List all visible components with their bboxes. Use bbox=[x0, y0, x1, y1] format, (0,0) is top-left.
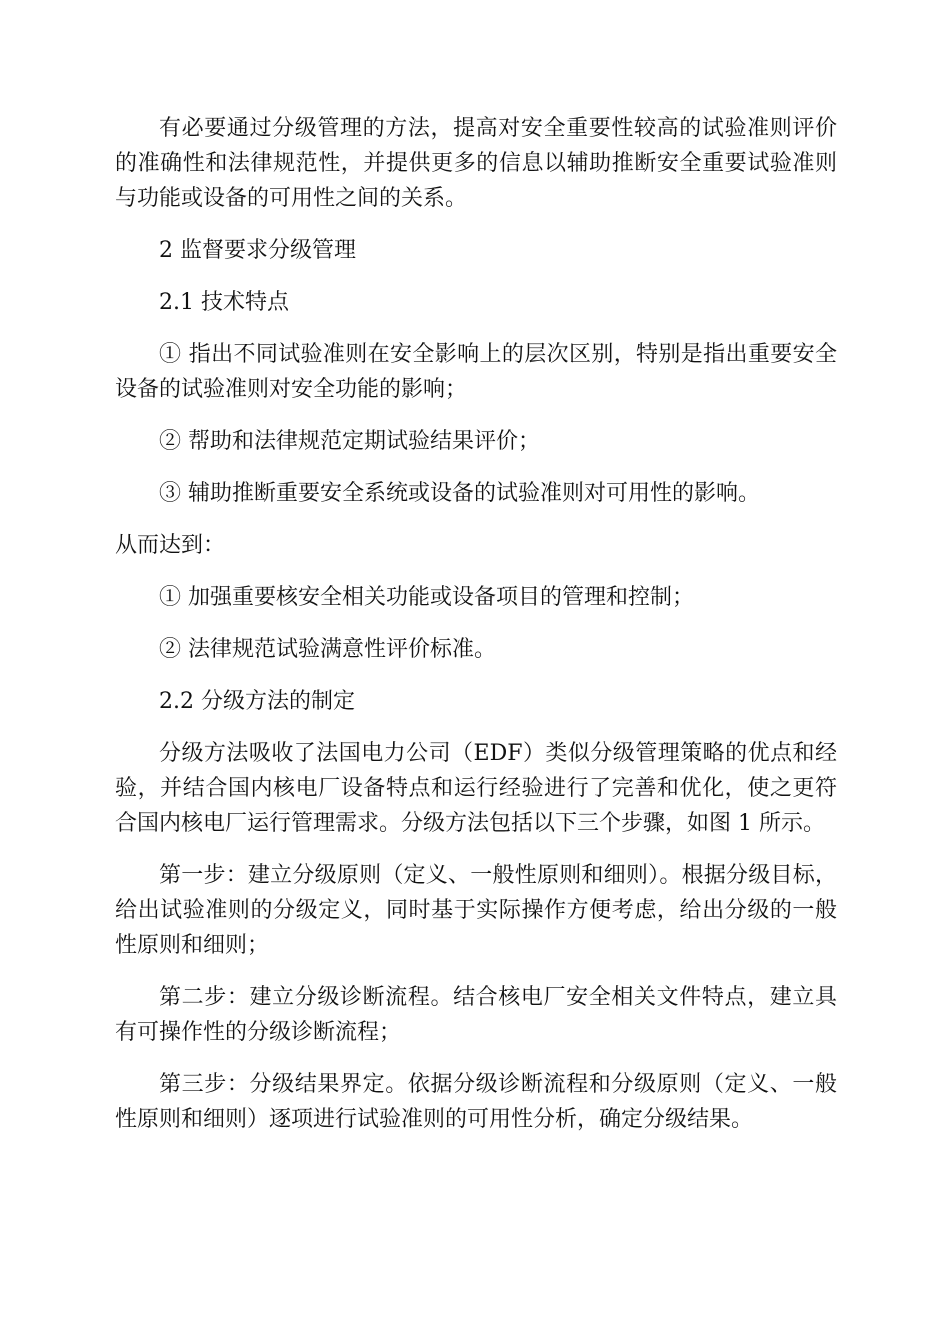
result-item-1: ① 加强重要核安全相关功能或设备项目的管理和控制； bbox=[159, 585, 694, 610]
document-page bbox=[115, 111, 837, 1137]
subsection-heading-2-2: 2.2 分级方法的制定 bbox=[159, 689, 355, 714]
step-3-paragraph: 第三步：分级结果界定。依据分级诊断流程和分级原则（定义、一般性原则和细则）逐项进行试验准则的可用性分析，确定分级结果。 bbox=[115, 1072, 837, 1132]
feature-item-2: ② 帮助和法律规范定期试验结果评价； bbox=[159, 429, 540, 454]
result-item-2: ② 法律规范试验满意性评价标准。 bbox=[159, 637, 496, 662]
section-heading-2: 2 监督要求分级管理 bbox=[159, 238, 356, 263]
step-1-paragraph: 第一步：建立分级原则（定义、一般性原则和细则）。根据分级目标，给出试验准则的分级定义，同时基于实际操作方便考虑，给出分级的一般性原则和细则； bbox=[115, 863, 837, 958]
feature-item-3: ③ 辅助推断重要安全系统或设备的试验准则对可用性的影响。 bbox=[159, 481, 760, 506]
intro-paragraph: 有必要通过分级管理的方法，提高对安全重要性较高的试验准则评价的准确性和法律规范性，并提供更多的信息以辅助推断安全重要试验准则与功能或设备的可用性之间的关系。 bbox=[115, 116, 837, 211]
subsection-heading-2-1: 2.1 技术特点 bbox=[159, 290, 289, 315]
step-2-paragraph: 第二步：建立分级诊断流程。结合核电厂安全相关文件特点，建立具有可操作性的分级诊断流程； bbox=[115, 985, 837, 1045]
result-lead-in: 从而达到： bbox=[115, 533, 226, 558]
feature-item-1: ① 指出不同试验准则在安全影响上的层次区别，特别是指出重要安全设备的试验准则对安全功能的影响； bbox=[115, 342, 837, 402]
method-paragraph: 分级方法吸收了法国电力公司（EDF）类似分级管理策略的优点和经验，并结合国内核电厂设备特点和运行经验进行了完善和优化，使之更符合国内核电厂运行管理需求。分级方法包括以下三个步骤，如图 1 所示。 bbox=[115, 741, 837, 836]
